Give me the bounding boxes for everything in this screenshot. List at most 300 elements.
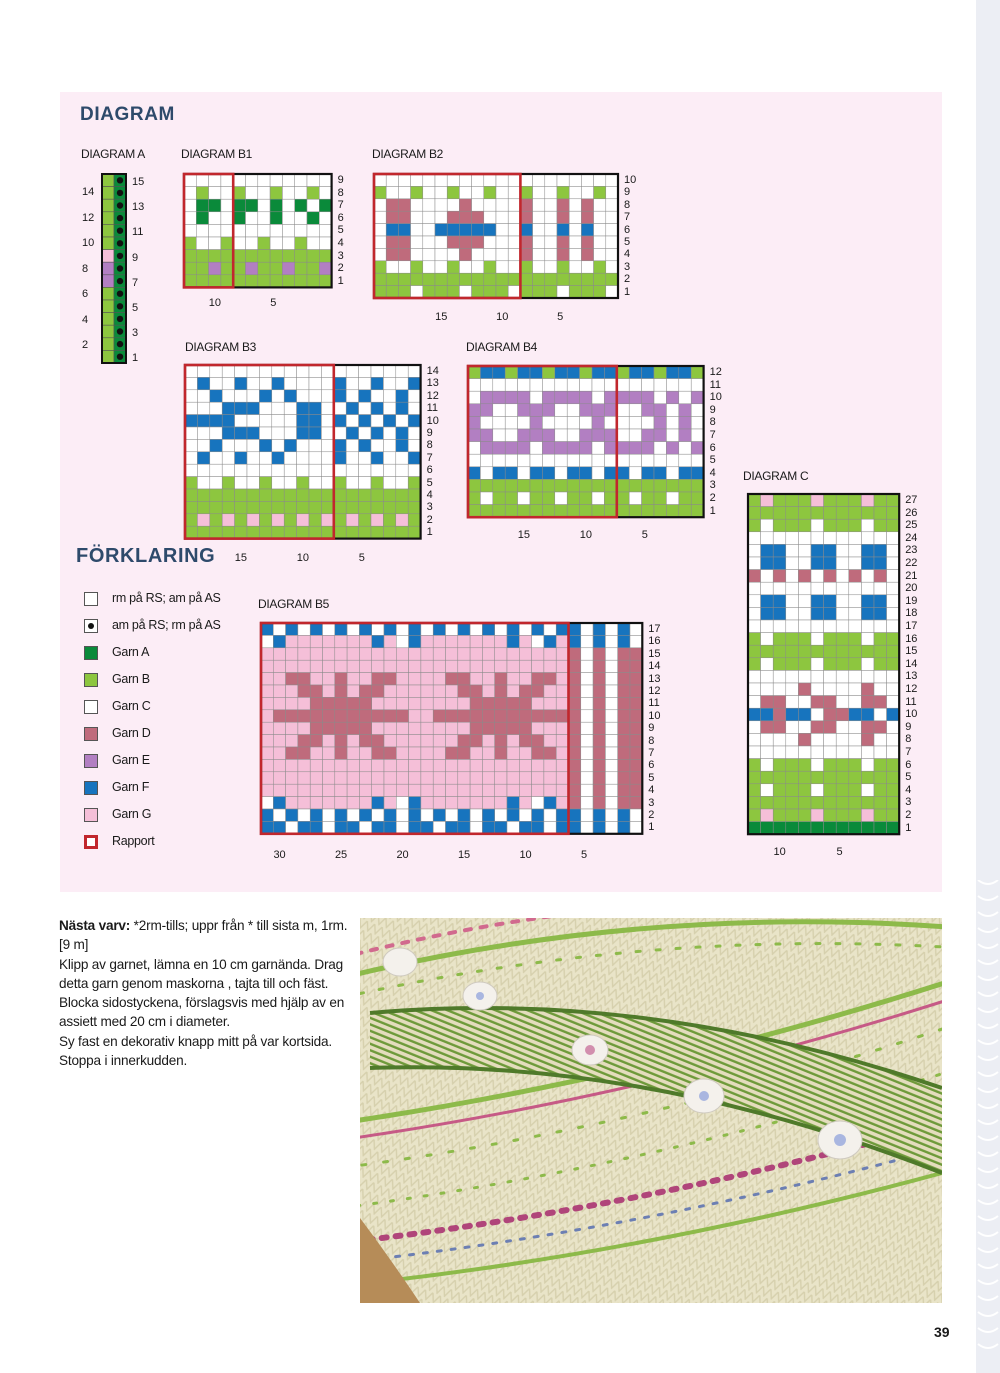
stitch-cell [520,273,532,285]
stitch-cell [798,494,811,507]
stitch-cell [811,771,824,784]
stitch-cell [384,809,396,821]
stitch-cell [323,747,335,759]
stitch-cell [773,532,786,545]
stitch-cell [435,174,447,186]
stitch-cell [618,747,630,759]
column-number: 5 [836,846,843,858]
row-number: 4 [82,313,89,326]
stitch-cell [556,710,568,722]
stitch-cell [286,784,298,796]
stitch-cell [284,365,296,377]
stitch-cell [761,582,774,595]
stitch-cell [233,262,245,275]
stitch-cell [270,262,282,275]
stitch-cell [811,557,824,570]
stitch-cell [184,187,196,200]
stitch-cell [798,721,811,734]
stitch-cell [258,224,270,237]
stitch-cell [581,685,593,697]
stitch-cell [542,467,554,480]
stitch-cell [185,427,197,439]
stitch-cell [824,759,837,772]
stitch-cell [580,429,592,442]
stitch-cell [824,784,837,797]
stitch-cell [233,187,245,200]
stitch-cell [235,452,247,464]
row-number: 4 [709,466,716,479]
stitch-cell [567,467,579,480]
stitch-cell [335,784,347,796]
stitch-cell [359,821,371,833]
stitch-cell [196,174,208,187]
stitch-cell [319,250,331,263]
stitch-cell [518,454,530,467]
stitch-cell [836,570,849,583]
stitch-cell [761,595,774,608]
stitch-cell [545,186,557,198]
stitch-cell [530,454,542,467]
stitch-cell [247,501,259,513]
stitch-cell [459,248,471,260]
stitch-cell [435,224,447,236]
stitch-cell [221,187,233,200]
stitch-cell [272,501,284,513]
purl-dot [117,202,123,208]
stitch-cell [372,673,384,685]
stitch-cell [286,685,298,697]
stitch-cell [567,479,579,492]
stitch-cell [874,759,887,772]
stitch-cell [581,648,593,660]
stitch-cell [592,442,604,455]
stitch-cell [606,261,618,273]
stitch-cell [347,648,359,660]
stitch-cell [556,660,568,672]
stitch-cell [408,464,420,476]
stitch-cell [617,467,629,480]
stitch-cell [496,211,508,223]
stitch-cell [798,683,811,696]
stitch-cell [761,784,774,797]
stitch-cell [519,710,531,722]
stitch-cell [691,442,703,455]
stitch-cell [411,199,423,211]
stitch-cell [273,821,285,833]
stitch-cell [532,809,544,821]
stitch-cell [556,784,568,796]
stitch-cell [887,507,900,520]
row-number: 7 [426,451,433,464]
stitch-cell [786,607,799,620]
row-number: 7 [648,747,655,759]
diagram-b5-label: DIAGRAM B5 [258,597,330,611]
stitch-cell [298,623,310,635]
stitch-cell [557,186,569,198]
stitch-cell [618,772,630,784]
stitch-cell [272,526,284,538]
stitch-cell [569,273,581,285]
row-number: 2 [905,809,912,821]
stitch-cell [824,595,837,608]
column-number: 15 [234,552,248,564]
stitch-cell [346,452,358,464]
row-number: 12 [426,389,439,402]
stitch-cell [496,186,508,198]
stitch-cell [604,416,616,429]
stitch-cell [533,248,545,260]
stitch-cell [569,248,581,260]
stitch-cell [798,746,811,759]
stitch-cell [261,685,273,697]
stitch-cell [459,286,471,298]
stitch-cell [824,507,837,520]
stitch-cell [691,454,703,467]
stitch-cell [246,187,258,200]
stitch-cell [309,477,321,489]
stitch-cell [347,710,359,722]
stitch-cell [542,505,554,518]
stitch-cell [887,822,900,835]
stitch-cell [384,648,396,660]
stitch-cell [555,366,567,379]
stitch-cell [761,759,774,772]
stitch-cell [532,660,544,672]
stitch-cell [556,747,568,759]
stitch-cell [642,454,654,467]
stitch-cell [581,722,593,734]
stitch-cell [433,648,445,660]
stitch-cell [679,467,691,480]
stitch-cell [233,275,245,288]
stitch-cell [484,236,496,248]
stitch-cell [849,494,862,507]
stitch-cell [786,595,799,608]
stitch-cell [102,275,114,288]
stitch-cell [594,261,606,273]
row-number: 1 [648,821,655,834]
stitch-cell [470,747,482,759]
stitch-cell [581,735,593,747]
purl-dot [117,341,123,347]
stitch-cell [319,212,331,225]
row-number: 8 [624,198,631,211]
stitch-cell [581,673,593,685]
stitch-cell [470,809,482,821]
stitch-cell [321,427,333,439]
stitch-cell [569,735,581,747]
stitch-cell [421,685,433,697]
stitch-cell [297,464,309,476]
stitch-cell [618,673,630,685]
stitch-cell [555,429,567,442]
stitch-cell [604,505,616,518]
stitch-cell [359,784,371,796]
column-number: 10 [296,552,310,564]
stitch-cell [544,747,556,759]
stitch-cell [544,759,556,771]
stitch-cell [773,708,786,721]
stitch-cell [286,735,298,747]
stitch-cell [298,648,310,660]
stitch-cell [480,467,492,480]
stitch-cell [102,325,114,338]
row-number: 2 [426,513,433,526]
stitch-cell [310,710,322,722]
row-number: 8 [82,262,89,275]
stitch-cell [359,722,371,734]
stitch-cell [532,710,544,722]
stitch-cell [811,494,824,507]
stitch-cell [335,710,347,722]
stitch-cell [824,733,837,746]
column-number: 5 [358,552,365,564]
stitch-cell [773,670,786,683]
stitch-cell [849,620,862,633]
stitch-cell [581,660,593,672]
stitch-cell [235,390,247,402]
diagram-b2-grid [374,174,618,298]
stitch-cell [210,365,222,377]
row-number: 5 [426,476,433,489]
stitch-cell [307,224,319,237]
stitch-cell [654,366,666,379]
stitch-cell [272,489,284,501]
stitch-cell [246,250,258,263]
stitch-cell [811,746,824,759]
stitch-cell [495,685,507,697]
stitch-cell [849,771,862,784]
stitch-cell [786,532,799,545]
stitch-cell [824,544,837,557]
stitch-cell [258,275,270,288]
stitch-cell [374,224,386,236]
stitch-cell [836,708,849,721]
stitch-cell [761,544,774,557]
stitch-cell [359,439,371,451]
stitch-cell [748,645,761,658]
stitch-cell [347,673,359,685]
stitch-cell [409,809,421,821]
stitch-cell [495,747,507,759]
stitch-cell [604,366,616,379]
stitch-cell [396,489,408,501]
stitch-cell [836,595,849,608]
stitch-cell [592,429,604,442]
stitch-cell [435,286,447,298]
stitch-cell [666,454,678,467]
stitch-cell [458,735,470,747]
stitch-cell [286,660,298,672]
stitch-cell [447,224,459,236]
row-number: 13 [648,672,661,685]
stitch-cell [593,797,605,809]
stitch-cell [508,273,520,285]
stitch-cell [458,722,470,734]
stitch-cell [836,733,849,746]
stitch-cell [433,747,445,759]
stitch-cell [617,404,629,417]
stitch-cell [372,710,384,722]
stitch-cell [435,211,447,223]
stitch-cell [184,224,196,237]
stitch-cell [396,464,408,476]
stitch-cell [761,519,774,532]
stitch-cell [209,250,221,263]
stitch-cell [446,635,458,647]
stitch-cell [102,174,114,187]
stitch-cell [347,722,359,734]
stitch-cell [542,416,554,429]
diagram-b1-grid [184,174,332,287]
column-number: 25 [334,849,348,861]
stitch-cell [605,747,617,759]
stitch-cell [748,784,761,797]
stitch-cell [259,365,271,377]
stitch-cell [210,477,222,489]
stitch-cell [630,648,642,660]
stitch-cell [411,186,423,198]
stitch-cell [396,439,408,451]
stitch-cell [545,174,557,186]
knit-stitch-symbol [84,592,98,606]
stitch-cell [520,261,532,273]
stitch-cell [323,772,335,784]
stitch-cell [786,620,799,633]
stitch-cell [273,797,285,809]
row-number: 15 [648,647,661,660]
stitch-cell [887,796,900,809]
stitch-cell [618,722,630,734]
legend-label: am på RS; rm på AS [112,618,221,632]
stitch-cell [666,467,678,480]
purl-dot [117,303,123,309]
stitch-cell [383,365,395,377]
stitch-cell [824,696,837,709]
stitch-cell [102,313,114,326]
stitch-cell [519,821,531,833]
stitch-cell [286,697,298,709]
row-number: 12 [82,211,95,224]
stitch-cell [323,722,335,734]
stitch-cell [335,623,347,635]
column-number: 10 [519,849,532,861]
stitch-cell [773,494,786,507]
stitch-cell [222,464,234,476]
row-number: 11 [905,695,917,708]
stitch-cell [798,708,811,721]
stitch-cell [472,174,484,186]
stitch-cell [347,623,359,635]
stitch-cell [102,199,114,212]
stitch-cell [773,645,786,658]
stitch-cell [594,174,606,186]
stitch-cell [383,415,395,427]
stitch-cell [508,248,520,260]
stitch-cell [468,454,480,467]
stitch-cell [530,416,542,429]
stitch-cell [849,733,862,746]
stitch-cell [798,519,811,532]
stitch-cell [874,607,887,620]
row-number: 26 [905,506,918,519]
stitch-cell [773,771,786,784]
stitch-cell [518,442,530,455]
stitch-cell [297,501,309,513]
stitch-cell [874,557,887,570]
instruction-paragraph-4: Sy fast en dekorativ knapp mitt på var kortsida. Stoppa i innerkudden. [59,1033,332,1069]
stitch-cell [580,404,592,417]
stitch-cell [458,635,470,647]
stitch-cell [861,733,874,746]
stitch-cell [480,379,492,392]
stitch-cell [459,273,471,285]
stitch-cell [811,733,824,746]
stitch-cell [484,261,496,273]
stitch-cell [824,532,837,545]
stitch-cell [761,822,774,835]
stitch-cell [849,796,862,809]
stitch-cell [261,722,273,734]
row-number: 10 [905,708,918,721]
stitch-cell [493,404,505,417]
stitch-cell [617,366,629,379]
stitch-cell [233,199,245,212]
stitch-cell [748,570,761,583]
row-number: 13 [905,670,918,683]
stitch-cell [321,452,333,464]
stitch-cell [618,697,630,709]
stitch-cell [520,211,532,223]
stitch-cell [359,673,371,685]
row-number: 9 [426,427,433,439]
stitch-cell [185,477,197,489]
stitch-cell [480,454,492,467]
stitch-cell [482,673,494,685]
stitch-cell [371,489,383,501]
stitch-cell [581,174,593,186]
stitch-cell [446,759,458,771]
stitch-cell [321,501,333,513]
stitch-cell [786,658,799,671]
stitch-cell [874,532,887,545]
stitch-cell [593,735,605,747]
stitch-cell [836,519,849,532]
row-number: 9 [132,251,139,264]
stitch-cell [286,648,298,660]
stitch-cell [748,721,761,734]
stitch-cell [433,635,445,647]
row-number: 1 [624,285,631,298]
stitch-cell [604,467,616,480]
stitch-cell [887,633,900,646]
stitch-cell [472,224,484,236]
row-number: 16 [905,632,918,645]
stitch-cell [222,501,234,513]
stitch-cell [235,377,247,389]
row-number: 6 [905,758,912,771]
row-number: 4 [337,237,344,249]
stitch-cell [386,236,398,248]
stitch-cell [581,697,593,709]
stitch-cell [286,673,298,685]
stitch-cell [836,683,849,696]
stitch-cell [824,607,837,620]
stitch-cell [209,275,221,288]
stitch-cell [235,501,247,513]
stitch-cell [347,772,359,784]
stitch-cell [484,273,496,285]
